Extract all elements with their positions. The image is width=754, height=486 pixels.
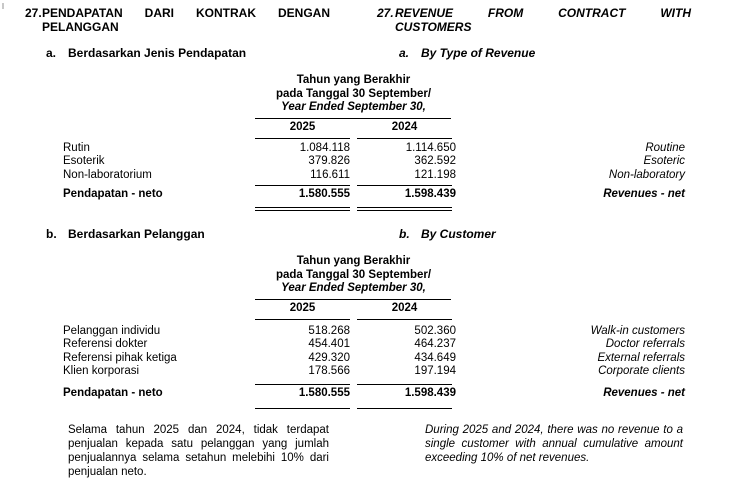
value-2024: 362.592 bbox=[414, 155, 456, 168]
period-line3: Year Ended September 30, bbox=[281, 101, 426, 113]
total-label-id: Pendapatan - neto bbox=[63, 386, 163, 399]
subtotal-rule bbox=[63, 384, 754, 385]
section-b-title-en: By Customer bbox=[421, 227, 496, 241]
year-columns-row bbox=[63, 302, 754, 315]
period-line2: pada Tanggal 30 September/ bbox=[275, 268, 432, 281]
section-b-title-id: Berdasarkan Pelanggan bbox=[68, 227, 205, 241]
row-label-en: Doctor referrals bbox=[605, 338, 685, 351]
row-label-id: Referensi dokter bbox=[63, 338, 148, 351]
value-2024: 121.198 bbox=[414, 168, 456, 181]
section-b-letter-en: b. bbox=[399, 227, 410, 241]
column-2025: 2025 bbox=[289, 301, 316, 314]
note-number: 27. bbox=[25, 6, 42, 20]
column-2024: 2024 bbox=[391, 120, 418, 133]
note-title-en-line2: CUSTOMERS bbox=[395, 20, 472, 34]
period-header bbox=[255, 74, 452, 115]
year-columns-row bbox=[63, 121, 754, 134]
total-label-en: Revenues - net bbox=[603, 188, 685, 201]
total-row bbox=[63, 387, 754, 400]
note-number-en: 27. bbox=[377, 6, 394, 20]
table-row bbox=[63, 325, 754, 338]
period-line2: pada Tanggal 30 September/ bbox=[275, 87, 432, 100]
value-2024: 1.114.650 bbox=[405, 141, 456, 154]
section-a-letter: a. bbox=[46, 46, 57, 60]
period-header-rule bbox=[255, 299, 451, 300]
table-row bbox=[63, 142, 754, 155]
value-2024: 502.360 bbox=[414, 324, 456, 337]
section-b-letter: b. bbox=[46, 227, 57, 241]
row-label-en: Non-laboratory bbox=[608, 168, 685, 181]
period-header-rule bbox=[255, 118, 451, 119]
revenue-by-type-table bbox=[0, 74, 754, 211]
row-label-id: Pelanggan individu bbox=[63, 324, 161, 337]
section-b-heading-indonesian bbox=[46, 228, 205, 241]
note-heading-indonesian bbox=[25, 6, 330, 34]
value-2025: 379.826 bbox=[308, 155, 350, 168]
total-row bbox=[63, 188, 754, 201]
column-2025: 2025 bbox=[289, 120, 316, 133]
value-2024: 464.237 bbox=[414, 338, 456, 351]
period-line3: Year Ended September 30, bbox=[281, 282, 426, 294]
table-row bbox=[63, 352, 754, 365]
value-2024: 434.649 bbox=[414, 351, 456, 364]
year-columns-rule bbox=[63, 319, 754, 320]
value-2025: 429.320 bbox=[308, 351, 350, 364]
section-b-heading-english bbox=[399, 228, 496, 241]
value-2024: 197.194 bbox=[414, 365, 456, 378]
footnote-paragraph-english: During 2025 and 2024, there was no revenue to a single customer with annual cumulative amount exceeding 10% of net revenues. bbox=[425, 424, 683, 464]
year-columns-rule bbox=[63, 138, 754, 139]
row-label-id: Rutin bbox=[63, 141, 90, 154]
value-2025: 1.084.118 bbox=[299, 141, 350, 154]
section-a-title-id: Berdasarkan Jenis Pendapatan bbox=[68, 46, 247, 60]
section-a-heading-indonesian bbox=[46, 47, 246, 60]
row-label-en: Esoteric bbox=[643, 155, 685, 168]
note-title-id-line1: PENDAPATAN DARI KONTRAK DENGAN bbox=[42, 6, 330, 20]
total-2024: 1.598.439 bbox=[404, 386, 456, 399]
value-2025: 454.401 bbox=[308, 338, 350, 351]
footnote-paragraph-indonesian: Selama tahun 2025 dan 2024, tidak terdapat penjualan kepada satu pelanggan yang jumlah penjualannya selama setahun melebihi 10% dari penjualan neto. bbox=[68, 424, 329, 478]
column-2024: 2024 bbox=[391, 301, 418, 314]
section-a-heading-english bbox=[399, 47, 535, 60]
period-line1: Tahun yang Berakhir bbox=[296, 255, 411, 267]
row-label-en: Routine bbox=[645, 141, 685, 154]
subtotal-rule bbox=[63, 185, 754, 186]
table-row bbox=[63, 155, 754, 168]
total-2025: 1.580.555 bbox=[298, 386, 350, 399]
table-row bbox=[63, 169, 754, 182]
total-bottom-rule bbox=[63, 408, 754, 409]
total-2024: 1.598.439 bbox=[404, 188, 456, 201]
scan-artifact bbox=[2, 3, 4, 9]
row-label-en: External referrals bbox=[597, 351, 685, 364]
row-label-en: Corporate clients bbox=[598, 365, 685, 378]
total-double-rule bbox=[63, 207, 754, 211]
total-2025: 1.580.555 bbox=[298, 188, 350, 201]
note-title-en-line1: REVENUE FROM CONTRACT WITH bbox=[395, 6, 691, 20]
row-label-id: Klien korporasi bbox=[63, 365, 140, 378]
value-2025: 178.566 bbox=[308, 365, 350, 378]
table-row bbox=[63, 365, 754, 378]
note-heading-english bbox=[377, 6, 691, 34]
row-label-id: Esoterik bbox=[63, 155, 105, 168]
section-a-title-en: By Type of Revenue bbox=[421, 46, 536, 60]
row-label-id: Referensi pihak ketiga bbox=[63, 351, 177, 364]
period-line1: Tahun yang Berakhir bbox=[296, 74, 411, 86]
note-title-id-line2: PELANGGAN bbox=[42, 20, 119, 34]
total-label-id: Pendapatan - neto bbox=[63, 188, 163, 201]
value-2025: 116.611 bbox=[310, 168, 350, 181]
row-label-id: Non-laboratorium bbox=[63, 168, 152, 181]
revenue-by-customer-table bbox=[0, 255, 754, 409]
value-2025: 518.268 bbox=[308, 324, 350, 337]
section-a-letter-en: a. bbox=[399, 46, 410, 60]
table-row bbox=[63, 338, 754, 351]
total-label-en: Revenues - net bbox=[603, 386, 685, 399]
period-header bbox=[255, 255, 452, 296]
row-label-en: Walk-in customers bbox=[590, 324, 685, 337]
